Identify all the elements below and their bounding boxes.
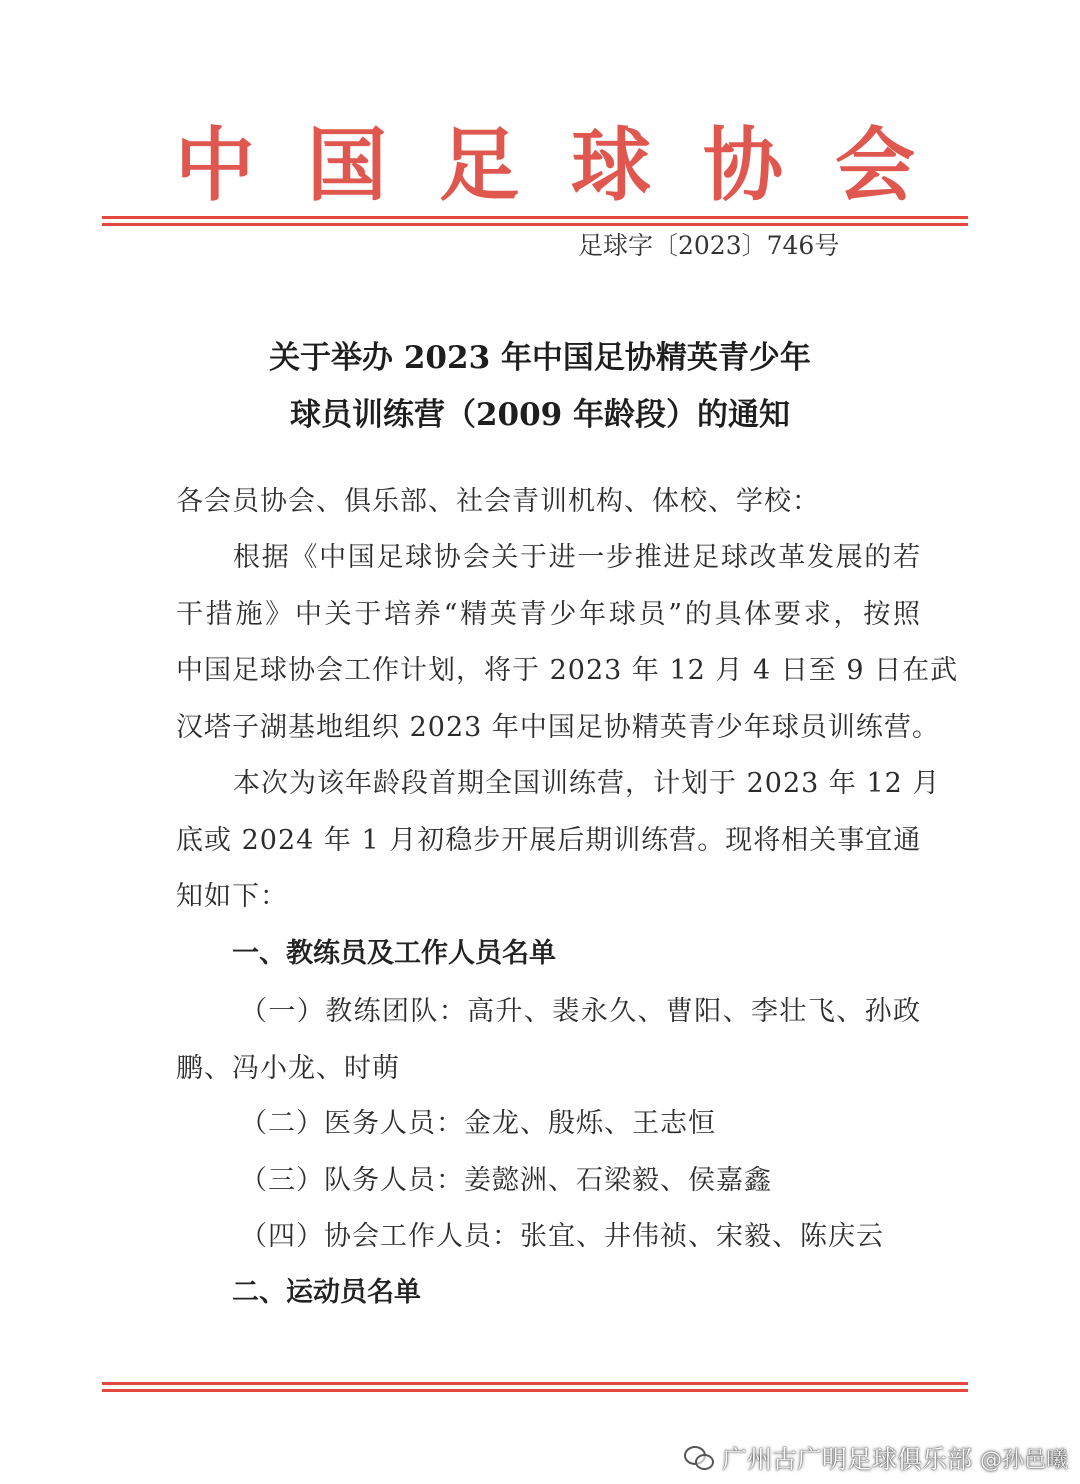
footer-divider <box>102 1382 968 1392</box>
paragraph-line: 知如下： <box>176 881 288 913</box>
letterhead-char: 会 <box>835 119 915 212</box>
letterhead <box>175 118 915 214</box>
letterhead-char: 足 <box>439 119 519 212</box>
paragraph-line: 中国足球协会工作计划，将于 2023 年 12 月 4 日至 9 日在武 <box>176 655 959 687</box>
letterhead-char: 协 <box>703 119 783 212</box>
wechat-icon <box>684 1446 714 1470</box>
salutation <box>176 474 921 531</box>
paragraph-line: 汉塔子湖基地组织 2023 年中国足协精英青少年球员训练营。 <box>176 711 940 743</box>
document-title-line-1: 关于举办 2023 年中国足协精英青少年 <box>269 340 811 376</box>
salutation-text: 各会员协会、俱乐部、社会青训机构、体校、学校： <box>176 486 820 517</box>
list-item: 鹏、冯小龙、时萌 <box>176 1052 400 1084</box>
list-item: （二）医务人员：金龙、殷烁、王志恒 <box>240 1108 716 1139</box>
paragraph-1 <box>176 530 959 756</box>
paragraph-line: 根据《中国足球协会关于进一步推进足球改革发展的若 <box>233 542 921 573</box>
coaching-team <box>176 984 921 1097</box>
letterhead-char: 球 <box>571 119 651 212</box>
letterhead-divider <box>102 216 968 226</box>
section-heading-players: 二、运动员名单 <box>232 1277 421 1308</box>
section-heading-staff: 一、教练员及工作人员名单 <box>232 938 556 969</box>
paragraph-line: 干措施》中关于培养“精英青少年球员”的具体要求，按照 <box>176 598 921 630</box>
letterhead-char: 中 <box>175 119 255 212</box>
paragraph-line: 本次为该年龄段首期全国训练营，计划于 2023 年 12 月 <box>233 768 941 799</box>
list-item: （一）教练团队：高升、裴永久、曹阳、李壮飞、孙政 <box>240 996 921 1027</box>
letterhead-char: 国 <box>307 119 387 212</box>
document-title-line-2: 球员训练营（2009 年龄段）的通知 <box>289 397 791 433</box>
list-item: （四）协会工作人员：张宜、井伟祯、宋毅、陈庆云 <box>240 1221 884 1252</box>
watermark-weibo: @孙邑曦 <box>979 1447 1068 1473</box>
paragraph-2 <box>176 756 941 926</box>
watermark-account: 广州古广明足球俱乐部 <box>721 1445 972 1474</box>
list-item: （三）队务人员：姜懿洲、石梁毅、侯嘉鑫 <box>240 1165 772 1196</box>
paragraph-line: 底或 2024 年 1 月初稳步开展后期训练营。现将相关事宜通 <box>176 824 922 856</box>
watermark <box>684 1440 1068 1476</box>
document-number: 足球字〔2023〕746号 <box>578 231 840 260</box>
